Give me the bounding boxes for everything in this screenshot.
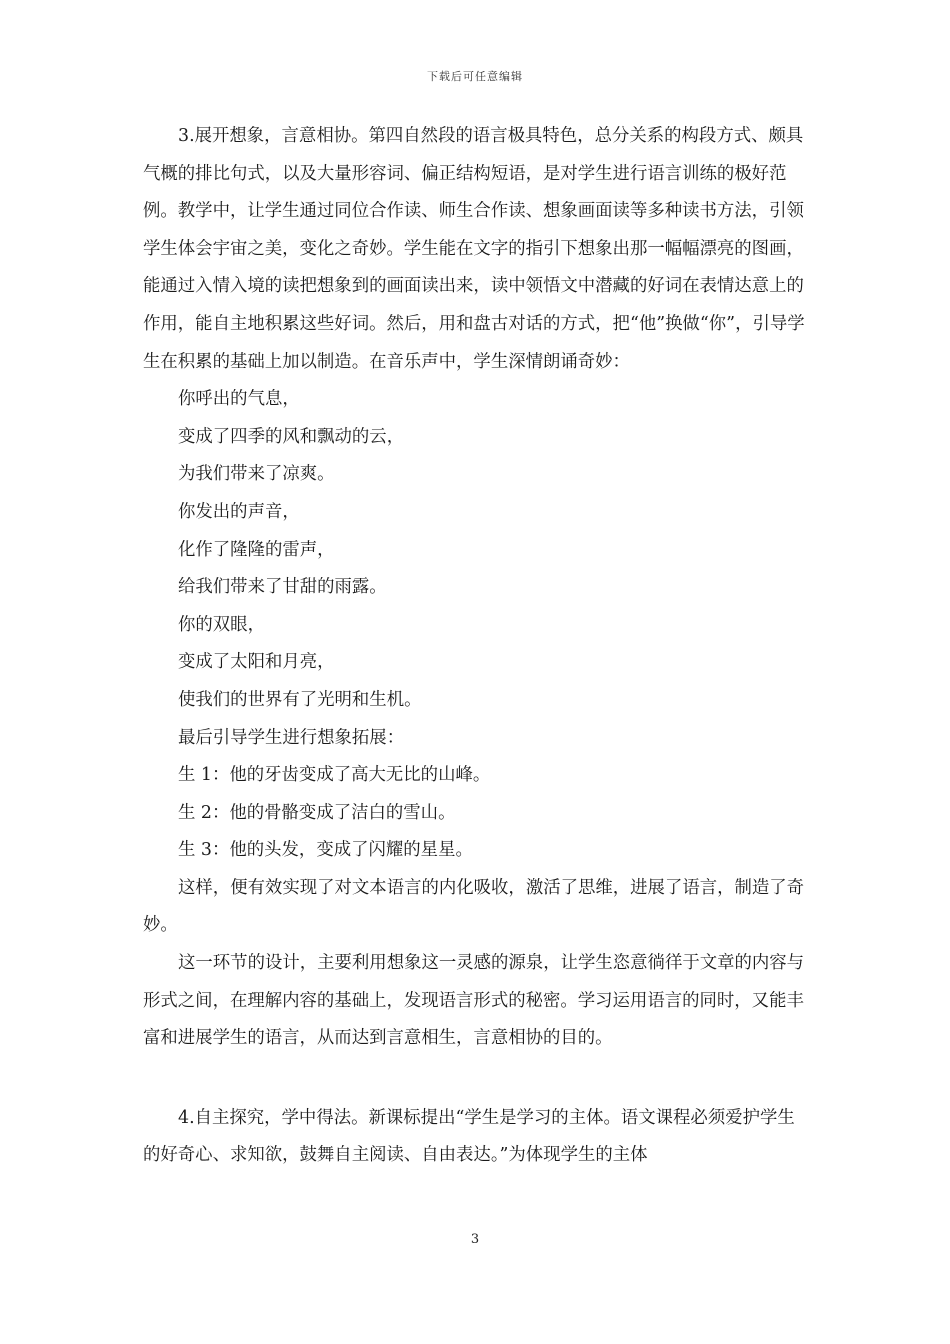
poem-line: 你呼出的气息， [178, 389, 300, 410]
student-answer: 生 3：他的头发，变成了闪耀的星星。 [178, 840, 473, 861]
page-number: 3 [470, 1232, 480, 1247]
poem-line: 你发出的声音， [178, 501, 300, 522]
student-answer: 生 2：他的骨骼变成了洁白的雪山。 [178, 802, 456, 823]
page-header: 下载后可任意编辑 [427, 70, 523, 83]
summary-paragraph-1: 这样，便有效实现了对文本语言的内化吸收，激活了思维，进展了语言，制造了奇妙。 [143, 877, 805, 936]
poem-line: 你的双眼， [178, 614, 265, 635]
poem-line: 化作了隆隆的雷声， [178, 539, 335, 560]
poem-line: 使我们的世界有了光明和生机。 [178, 689, 422, 710]
summary-paragraph-2: 这一环节的设计，主要利用想象这一灵感的源泉，让学生恣意徜徉于文章的内容与形式之间，在理解内容的基础上，发现语言形式的秘密。学习运用语言的同时，又能丰富和进展学生的语言，从而达到言意相生，言意相协的目的。 [143, 953, 805, 1049]
poem-line: 给我们带来了甘甜的雨露。 [178, 577, 387, 598]
poem-block [143, 381, 809, 870]
poem-line: 为我们带来了凉爽。 [178, 464, 335, 485]
section-4-paragraph: 4.自主探究，学中得法。新课标提出“学生是学习的主体。语文课程必须爱护学生的好奇心、求知欲，鼓舞自主阅读、自由表达。”为体现学生的主体 [143, 1107, 795, 1166]
document-body [143, 118, 809, 1175]
section-spacer [143, 1058, 809, 1100]
extension-intro: 最后引导学生进行想象拓展： [178, 727, 405, 748]
student-answer: 生 1：他的牙齿变成了高大无比的山峰。 [178, 765, 491, 786]
section-3-paragraph: 3.展开想象，言意相协。第四自然段的语言极具特色，总分关系的构段方式、颇具气概的排比句式，以及大量形容词、偏正结构短语，是对学生进行语言训练的极好范例。教学中，让学生通过同位合作读、师生合作读、想象画面读等多种读书方法，引领学生体会宇宙之美，变化之奇妙。学生能在文字的指引下想象出那一幅幅漂亮的图画，能通过入情入境的读把想象到的画面读出来，读中领悟文中潜藏的好词在表情达意上的作用，能自主地积累这些好词。然后，用和盘古对话的方式，把“他”换做“你”，引导学生在积累的基础上加以制造。在音乐声中，学生深情朗诵奇妙： [143, 126, 805, 372]
poem-line: 变成了四季的风和飘动的云， [178, 426, 405, 447]
poem-line: 变成了太阳和月亮， [178, 652, 335, 673]
